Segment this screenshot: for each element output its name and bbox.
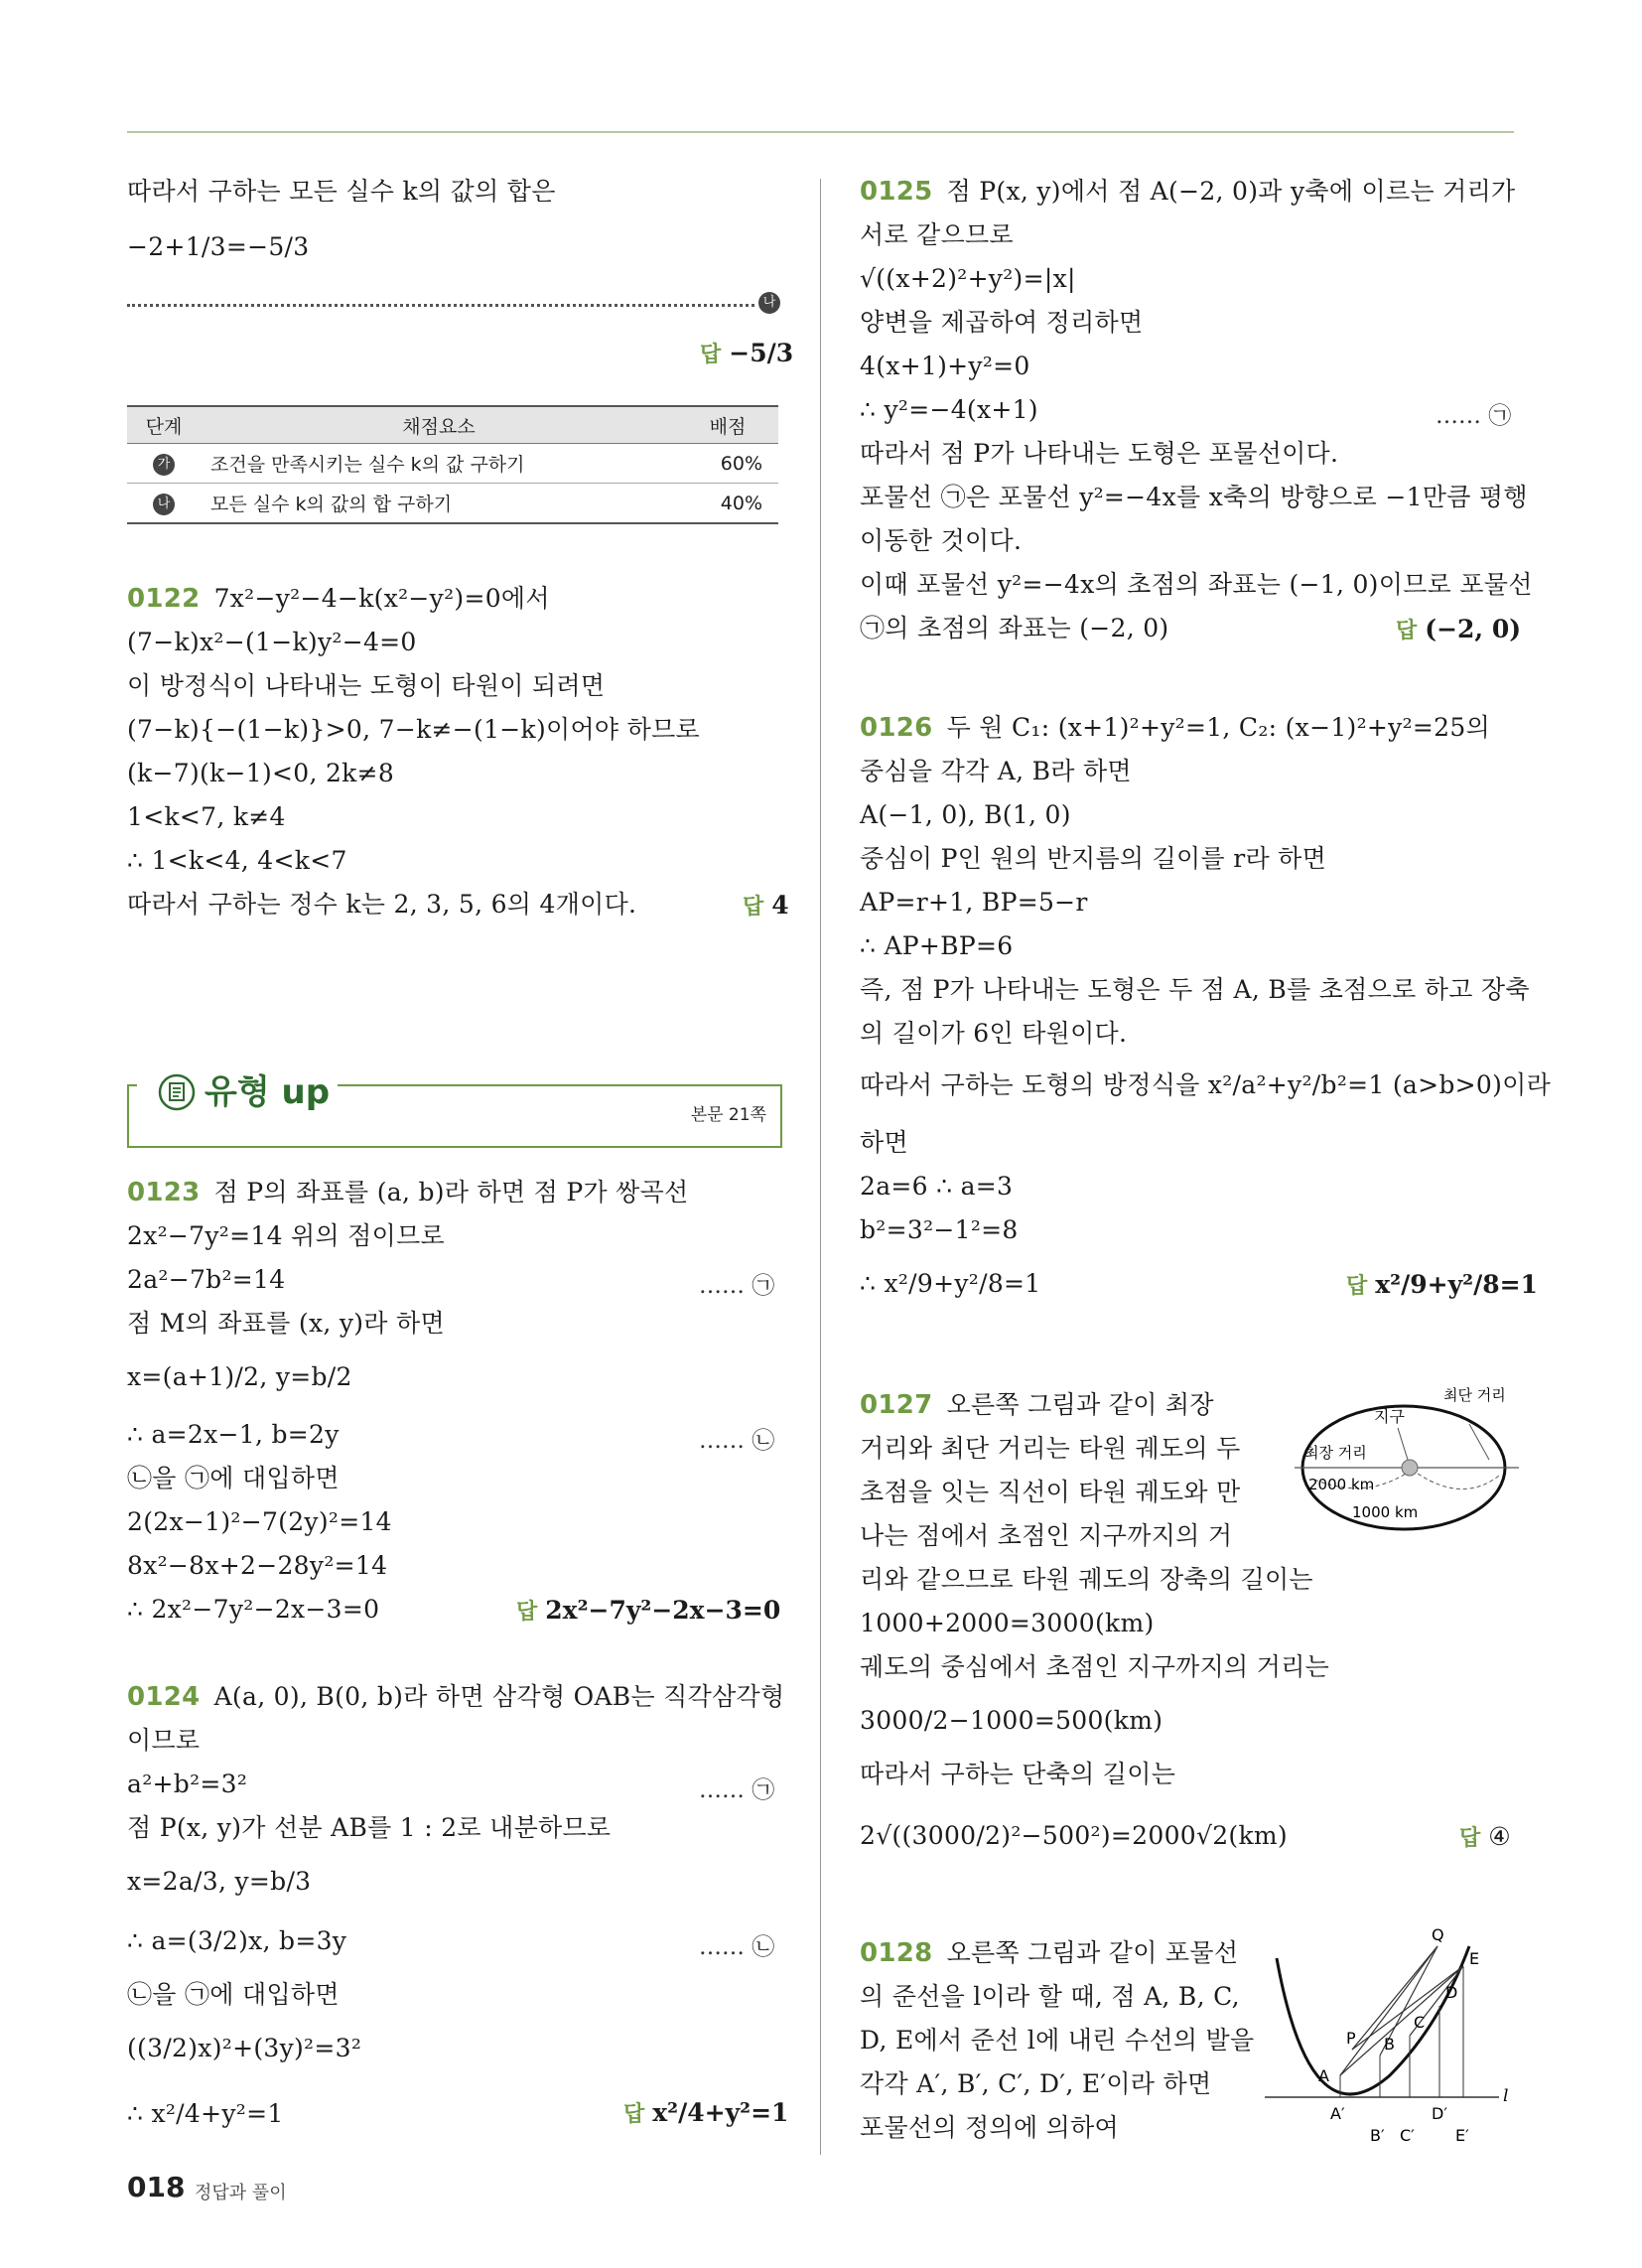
book-icon xyxy=(157,1072,197,1112)
answer-intro-value: −5/3 xyxy=(729,339,794,367)
answer-label: 답 xyxy=(743,895,764,920)
p0126-line-12: b²=3²−1²=8 xyxy=(860,1215,1019,1244)
section-ref: 본문 21쪽 xyxy=(690,1105,766,1125)
p0125-marker: …… ㉠ xyxy=(1436,403,1512,429)
p0124-answer xyxy=(623,2097,788,2128)
p0126-line-1 xyxy=(860,711,1490,745)
p0126-answer xyxy=(1346,1269,1538,1300)
problem-number: 0125 xyxy=(860,177,933,207)
p0124-line-4: 점 P(x, y)가 선분 AB를 1 : 2로 내분하므로 xyxy=(127,1813,612,1842)
orbit-figure xyxy=(1295,1384,1523,1543)
p0122-line-8: 따라서 구하는 정수 k는 2, 3, 5, 6의 4개이다. xyxy=(127,890,637,919)
p0125-answer-value: (−2, 0) xyxy=(1425,615,1522,643)
p0123-marker-2: …… ㉡ xyxy=(699,1428,775,1454)
label-A: A xyxy=(1318,2066,1329,2085)
section-header-topline-right xyxy=(338,1084,780,1086)
p0125-text-1: 점 P(x, y)에서 점 A(−2, 0)과 y축에 이르는 거리가 xyxy=(946,177,1516,206)
p0122-text-1: 7x²−y²−4−k(x²−y²)=0에서 xyxy=(213,584,550,613)
p0123-line-6: ∴ a=2x−1, b=2y xyxy=(127,1420,340,1449)
p0127-answer xyxy=(1459,1821,1511,1852)
section-header xyxy=(127,1072,782,1148)
parabola-curve xyxy=(1277,1946,1469,2094)
p0124-line-9: ∴ x²/4+y²=1 xyxy=(127,2099,284,2128)
p0123-line-10: ∴ 2x²−7y²−2x−3=0 xyxy=(127,1595,380,1624)
near-label: 최단 거리 xyxy=(1443,1386,1506,1404)
p0126-line-2: 중심을 각각 A, B라 하면 xyxy=(860,757,1132,785)
answer-label: 답 xyxy=(1346,1274,1368,1299)
p0122-line-4: (7−k){−(1−k)}>0, 7−k≠−(1−k)이어야 하므로 xyxy=(127,715,700,744)
step-icon: 나 xyxy=(153,494,175,515)
table-row xyxy=(127,444,778,484)
p0127-line-8: 3000/2−1000=500(km) xyxy=(860,1706,1163,1735)
p0126-line-5: AP=r+1, BP=5−r xyxy=(860,888,1088,917)
p0123-line-8: 2(2x−1)²−7(2y)²=14 xyxy=(127,1507,392,1536)
p0125-line-7: 따라서 점 P가 나타내는 도형은 포물선이다. xyxy=(860,439,1339,468)
p0125-answer xyxy=(1396,614,1521,644)
dotted-separator xyxy=(127,304,754,307)
answer-label: 답 xyxy=(516,1600,538,1625)
p0123-line-7: ㉡을 ㉠에 대입하면 xyxy=(127,1464,340,1492)
label-B: B xyxy=(1384,2035,1395,2054)
p0124-answer-value: x²/4+y²=1 xyxy=(652,2098,789,2127)
label-A-prime: A′ xyxy=(1330,2104,1345,2123)
p0125-line-1 xyxy=(860,175,1516,209)
p0125-line-6: ∴ y²=−4(x+1) xyxy=(860,395,1038,424)
intro-line-1: 따라서 구하는 모든 실수 k의 값의 합은 xyxy=(127,177,556,206)
p0127-line-9: 따라서 구하는 단축의 길이는 xyxy=(860,1760,1176,1788)
label-B-prime: B′ xyxy=(1370,2126,1385,2145)
top-rule xyxy=(127,131,1514,133)
p0127-answer-value: ④ xyxy=(1488,1822,1511,1851)
p0127-line-6: 1000+2000=3000(km) xyxy=(860,1609,1155,1637)
p0128-text-1: 오른쪽 그림과 같이 포물선 xyxy=(946,1938,1239,1967)
p0122-line-6: 1<k<7, k≠4 xyxy=(127,802,286,831)
p0123-line-9: 8x²−8x+2−28y²=14 xyxy=(127,1551,388,1580)
section-title: 유형 up xyxy=(205,1072,331,1112)
problem-number: 0122 xyxy=(127,584,201,614)
label-C-prime: C′ xyxy=(1400,2126,1415,2145)
p0126-line-10: 하면 xyxy=(860,1128,908,1157)
p0123-line-1 xyxy=(127,1176,689,1209)
p0122-line-2: (7−k)x²−(1−k)y²−4=0 xyxy=(127,628,417,656)
p0125-line-10: 이때 포물선 y²=−4x의 초점의 좌표는 (−1, 0)이므로 포물선 xyxy=(860,570,1533,599)
p0124-line-3: a²+b²=3² xyxy=(127,1770,248,1798)
chord-1 xyxy=(1340,1946,1437,2075)
p0123-line-2: 2x²−7y²=14 위의 점이므로 xyxy=(127,1221,445,1250)
header-item: 채점요소 xyxy=(201,406,677,444)
row-score: 40% xyxy=(677,484,778,524)
row-step xyxy=(127,484,201,524)
earth-label: 지구 xyxy=(1374,1407,1405,1426)
p0127-line-5: 리와 같으므로 타원 궤도의 장축의 길이는 xyxy=(860,1565,1313,1594)
p0127-line-1 xyxy=(860,1388,1214,1422)
p0126-line-6: ∴ AP+BP=6 xyxy=(860,931,1014,960)
p0122-line-7: ∴ 1<k<4, 4<k<7 xyxy=(127,846,347,875)
grading-table-header xyxy=(127,406,778,444)
p0124-line-6: ∴ a=(3/2)x, b=3y xyxy=(127,1926,347,1955)
parabola-figure xyxy=(1261,1926,1519,2155)
p0126-answer-value: x²/9+y²/8=1 xyxy=(1375,1270,1538,1299)
p0128-line-2: 의 준선을 l이라 할 때, 점 A, B, C, xyxy=(860,1982,1240,2011)
problem-number: 0124 xyxy=(127,1682,201,1712)
p0122-line-1 xyxy=(127,582,550,616)
earth-icon xyxy=(1402,1460,1418,1476)
p0126-text-1: 두 원 C₁: (x+1)²+y²=1, C₂: (x−1)²+y²=25의 xyxy=(946,713,1491,742)
answer-label: 답 xyxy=(1396,619,1418,643)
answer-intro xyxy=(700,338,793,368)
answer-label: 답 xyxy=(623,2102,645,2127)
label-D: D xyxy=(1445,1983,1458,2002)
p0123-line-4: 점 M의 좌표를 (x, y)라 하면 xyxy=(127,1309,445,1338)
label-P: P xyxy=(1346,2029,1356,2048)
row-item: 조건을 만족시키는 실수 k의 값 구하기 xyxy=(201,444,677,484)
intro-line-2-text: −2+1/3=−5/3 xyxy=(127,232,310,261)
column-divider xyxy=(820,179,821,2155)
earth-pointer xyxy=(1398,1428,1408,1460)
label-D-prime: D′ xyxy=(1432,2104,1447,2123)
p0124-text-1: A(a, 0), B(0, b)라 하면 삼각형 OAB는 직각삼각형 xyxy=(213,1682,785,1711)
p0125-line-8: 포물선 ㉠은 포물선 y²=−4x를 x축의 방향으로 −1만큼 평행 xyxy=(860,483,1528,511)
p0128-line-1 xyxy=(860,1936,1238,1970)
p0126-line-3: A(−1, 0), B(1, 0) xyxy=(860,800,1071,829)
header-score: 배점 xyxy=(677,406,778,444)
p0126-line-13: ∴ x²/9+y²/8=1 xyxy=(860,1269,1041,1298)
problem-number: 0127 xyxy=(860,1390,933,1420)
p0126-line-7: 즉, 점 P가 나타내는 도형은 두 점 A, B를 초점으로 하고 장축 xyxy=(860,975,1530,1004)
p0123-line-3: 2a²−7b²=14 xyxy=(127,1265,286,1294)
p0124-marker-2: …… ㉡ xyxy=(699,1934,775,1960)
p0122-line-3: 이 방정식이 나타내는 도형이 타원이 되려면 xyxy=(127,671,606,700)
p0123-answer-value: 2x²−7y²−2x−3=0 xyxy=(545,1596,781,1625)
p0125-line-9: 이동한 것이다. xyxy=(860,526,1023,555)
p0125-line-4: 양변을 제곱하여 정리하면 xyxy=(860,308,1144,337)
p0126-line-9: 따라서 구하는 도형의 방정식을 x²/a²+y²/b²=1 (a>b>0)이라 xyxy=(860,1070,1552,1099)
p0122-answer-value: 4 xyxy=(771,891,789,920)
p0124-line-2: 이므로 xyxy=(127,1726,201,1755)
distance-1-label: 2000 km xyxy=(1308,1476,1375,1493)
label-E-prime: E′ xyxy=(1455,2126,1469,2145)
p0123-text-1: 점 P의 좌표를 (a, b)라 하면 점 P가 쌍곡선 xyxy=(213,1178,689,1206)
problem-number: 0128 xyxy=(860,1938,933,1968)
page-number: 018 xyxy=(127,2171,186,2203)
p0128-line-5: 포물선의 정의에 의하여 xyxy=(860,2113,1119,2142)
p0125-line-3: √((x+2)²+y²)=|x| xyxy=(860,264,1076,293)
near-pointer xyxy=(1469,1424,1489,1460)
p0128-line-3: D, E에서 준선 l에 내린 수선의 발을 xyxy=(860,2026,1255,2055)
footer-label: 정답과 풀이 xyxy=(195,2183,287,2203)
near-arrow xyxy=(1418,1474,1499,1489)
p0127-line-7: 궤도의 중심에서 초점인 지구까지의 거리는 xyxy=(860,1652,1330,1681)
step-icon: 가 xyxy=(153,454,175,476)
p0125-line-5: 4(x+1)+y²=0 xyxy=(860,352,1030,380)
p0127-line-4: 나는 점에서 초점인 지구까지의 거 xyxy=(860,1521,1233,1550)
answer-label: 답 xyxy=(1459,1826,1481,1851)
row-item: 모든 실수 k의 값의 합 구하기 xyxy=(201,484,677,524)
p0124-marker-1: …… ㉠ xyxy=(699,1777,775,1803)
p0127-line-3: 초점을 잇는 직선이 타원 궤도와 만 xyxy=(860,1478,1241,1506)
label-E: E xyxy=(1469,1949,1480,1968)
p0126-line-11: 2a=6 ∴ a=3 xyxy=(860,1172,1014,1201)
row-step xyxy=(127,444,201,484)
p0124-line-1 xyxy=(127,1680,784,1714)
label-l: l xyxy=(1503,2086,1509,2106)
p0123-answer xyxy=(516,1595,780,1626)
chord-4 xyxy=(1352,1966,1463,2050)
p0127-line-10: 2√((3000/2)²−500²)=2000√2(km) xyxy=(860,1821,1288,1850)
p0123-line-5: x=(a+1)/2, y=b/2 xyxy=(127,1362,352,1391)
distance-2-label: 1000 km xyxy=(1352,1503,1419,1521)
intro-line-2 xyxy=(127,230,309,264)
step-marker-icon: 나 xyxy=(758,292,780,314)
p0124-line-5: x=2a/3, y=b/3 xyxy=(127,1867,312,1896)
header-step: 단계 xyxy=(127,406,201,444)
label-Q: Q xyxy=(1432,1926,1444,1944)
p0126-line-4: 중심이 P인 원의 반지름의 길이를 r라 하면 xyxy=(860,844,1327,873)
p0124-line-7: ㉡을 ㉠에 대입하면 xyxy=(127,1980,340,2009)
p0127-text-1: 오른쪽 그림과 같이 최장 xyxy=(946,1390,1214,1419)
p0124-line-8: ((3/2)x)²+(3y)²=3² xyxy=(127,2034,362,2062)
grading-table xyxy=(127,405,778,524)
section-header-topline-left xyxy=(129,1084,137,1086)
row-score: 60% xyxy=(677,444,778,484)
p0128-line-4: 각각 A′, B′, C′, D′, E′이라 하면 xyxy=(860,2069,1212,2098)
p0122-answer xyxy=(743,890,789,921)
answer-label: 답 xyxy=(700,343,722,367)
p0123-marker-1: …… ㉠ xyxy=(699,1273,775,1299)
table-row xyxy=(127,484,778,524)
p0122-line-5: (k−7)(k−1)<0, 2k≠8 xyxy=(127,759,395,787)
p0125-line-11: ㉠의 초점의 좌표는 (−2, 0) xyxy=(860,614,1169,642)
far-label: 최장 거리 xyxy=(1304,1444,1367,1462)
p0127-line-2: 거리와 최단 거리는 타원 궤도의 두 xyxy=(860,1434,1241,1463)
p0126-line-8: 의 길이가 6인 타원이다. xyxy=(860,1019,1128,1048)
problem-number: 0123 xyxy=(127,1178,201,1207)
label-C: C xyxy=(1414,2013,1426,2032)
p0125-line-2: 서로 같으므로 xyxy=(860,220,1014,249)
problem-number: 0126 xyxy=(860,713,933,743)
